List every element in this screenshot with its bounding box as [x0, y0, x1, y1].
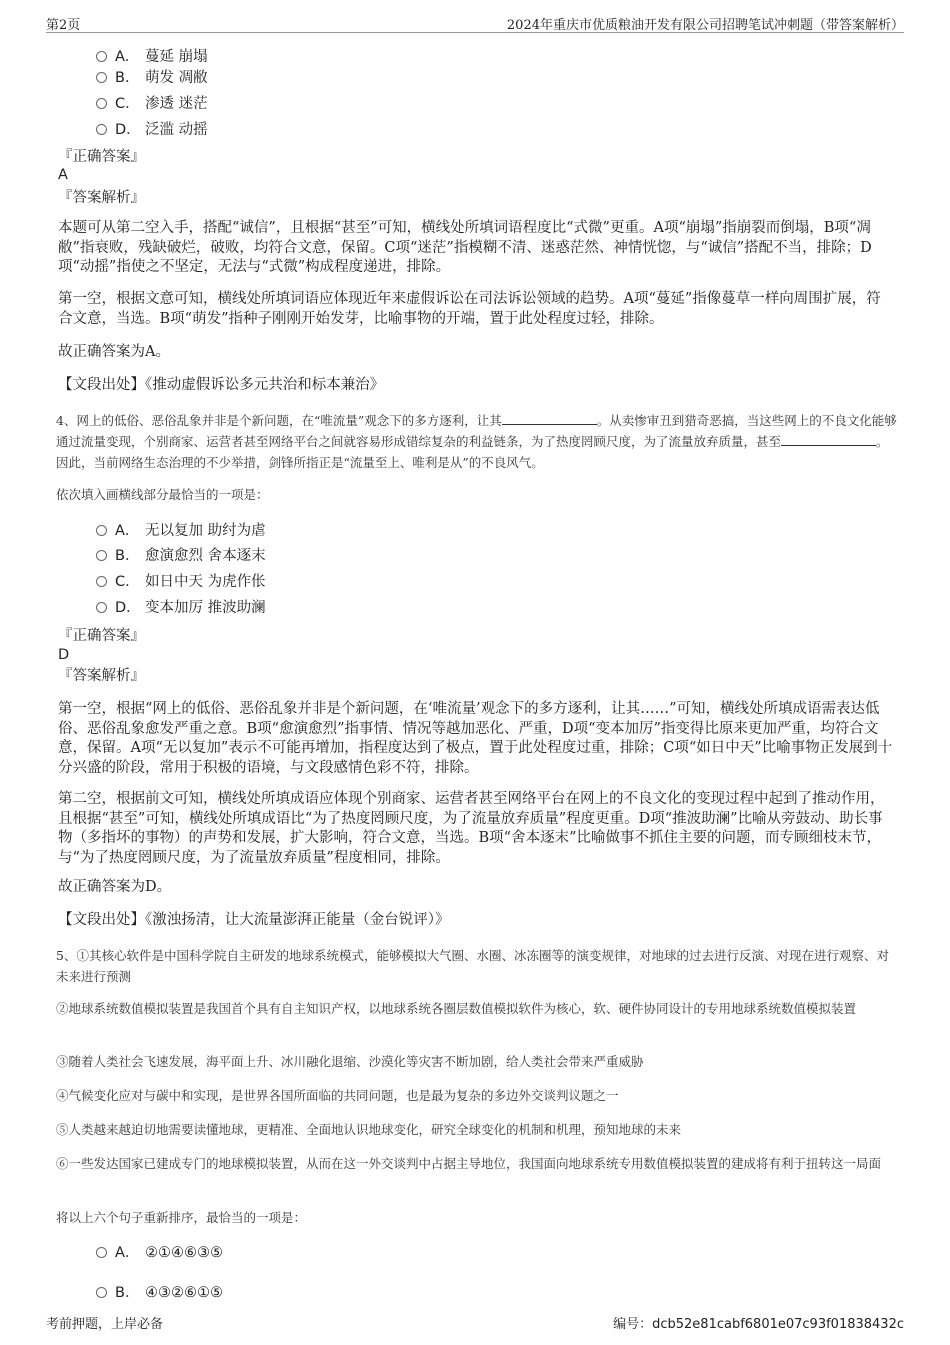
radio-icon[interactable]: [96, 1287, 107, 1298]
q4-option-b[interactable]: B． 愈演愈烈 舍本逐末: [96, 546, 266, 566]
fill-blank: [502, 412, 597, 425]
document-code: 编号：dcb52e81cabf6801e07c93f01838432c: [613, 1317, 904, 1332]
source-line: 【文段出处】《推动虚假诉讼多元共治和标本兼治》: [58, 377, 385, 393]
q3-option-c[interactable]: C． 渗透 迷茫: [96, 94, 208, 114]
answer-value: D: [58, 647, 70, 663]
radio-icon[interactable]: [96, 576, 107, 587]
question-prompt: 将以上六个句子重新排序，最恰当的一项是：: [56, 1210, 307, 1225]
analysis-paragraph: 第二空，根据前文可知，横线处所填成语应体现个别商家、运营者甚至网络平台在网上的不良文化的变现过程中起到了推动作用，且根据“甚至”可知，横线处所填成语比“为了热度罔顾尺度，为了流量放弃质量”程度更重。D项“推波助澜”比喻从旁鼓动、助长事物（多指坏的事物）的声势和发展，扩大影响，符合文意，当选。B项“舍本逐末”比喻做事不抓住主要的问题，而专顾细枝末节，与“为了热度罔顾尺度，为了流量放弃质量”程度相同，排除。: [58, 791, 885, 866]
radio-icon[interactable]: [96, 98, 107, 109]
source-line: 【文段出处】《激浊扬清，让大流量澎湃正能量（金台锐评）》: [58, 912, 450, 928]
q4-option-d[interactable]: D． 变本加厉 推波助澜: [96, 598, 266, 618]
analysis-paragraph: 第一空，根据文意可知，横线处所填词语应体现近年来虚假诉讼在司法诉讼领域的趋势。A项“蔓延”指像蔓草一样向周围扩展，符合文意，当选。B项“萌发”指种子刚刚开始发芽，比喻事物的开端，置于此处程度过轻，排除。: [58, 291, 881, 327]
radio-icon[interactable]: [96, 51, 107, 62]
q5-option-a[interactable]: A． ②①④⑥③⑤: [96, 1243, 223, 1263]
question-stem: 4、网上的低俗、恶俗乱象并非是个新问题，在“唯流量”观念下的多方逐利，让其 。从卖惨审丑到猎奇恶搞，当这些网上的不良文化能够通过流量变现，个别商家、运营者甚至网络平台之间就容易形成错综复杂的利益链条，为了热度罔顾尺度，为了流量放弃质量，甚至 。因此，当前网络生态治理的不少举措，剑锋所指正是“流量至上、唯利是从”的不良风气。: [56, 413, 897, 470]
q4-option-c[interactable]: C． 如日中天 为虎作伥: [96, 572, 266, 592]
radio-icon[interactable]: [96, 602, 107, 613]
radio-icon[interactable]: [96, 72, 107, 83]
answer-label: 『正确答案』: [58, 149, 145, 165]
radio-icon[interactable]: [96, 124, 107, 135]
fill-blank: [781, 433, 876, 446]
answer-label: 『正确答案』: [58, 628, 145, 644]
analysis-paragraph: 本题可从第二空入手，搭配“诚信”，且根据“甚至”可知，横线处所填词语程度比“式微”更重。A项“崩塌”指崩裂而倒塌，B项“凋敝”指衰败，残缺破烂，破败，均符合文意，保留。C项“迷茫”指模糊不清、迷惑茫然、神情恍惚，与“诚信”搭配不当，排除；D项“动摇”指使之不坚定，无法与“式微”构成程度递进，排除。: [58, 220, 872, 275]
sentence-4: ④气候变化应对与碳中和实现，是世界各国所面临的共同问题，也是最为复杂的多边外交谈判议题之一: [56, 1088, 619, 1103]
answer-value: A: [58, 167, 68, 183]
q4-option-a[interactable]: A． 无以复加 助纣为虐: [96, 521, 266, 541]
q3-option-a[interactable]: A． 蔓延 崩塌: [96, 47, 208, 67]
page-header: [46, 12, 904, 33]
conclusion: 故正确答案为A。: [58, 344, 170, 360]
page-number: 第2页: [46, 18, 81, 33]
q3-option-b[interactable]: B． 萌发 凋敝: [96, 68, 208, 88]
question-prompt: 依次填入画横线部分最恰当的一项是：: [56, 487, 269, 502]
analysis-label: 『答案解析』: [58, 190, 145, 206]
analysis-label: 『答案解析』: [58, 668, 145, 684]
radio-icon[interactable]: [96, 550, 107, 561]
sentence-2: ②地球系统数值模拟装置是我国首个具有自主知识产权，以地球系统各圈层数值模拟软件为核心，软、硬件协同设计的专用地球系统数值模拟装置: [56, 1001, 857, 1016]
sentence-3: ③随着人类社会飞速发展，海平面上升、冰川融化退缩、沙漠化等灾害不断加剧，给人类社会带来严重威胁: [56, 1054, 644, 1069]
sentence-5: ⑤人类越来越迫切地需要读懂地球，更精准、全面地认识地球变化，研究全球变化的机制和机理，预知地球的未来: [56, 1122, 682, 1137]
sentence-1: 5、①其核心软件是中国科学院自主研发的地球系统模式，能够模拟大气圈、水圈、冰冻圈等的演变规律，对地球的过去进行反演、对现在进行观察、对未来进行预测: [56, 948, 889, 984]
q5-option-b[interactable]: B． ④③②⑥①⑤: [96, 1283, 223, 1303]
sentence-6: ⑥一些发达国家已建成专门的地球模拟装置，从而在这一外交谈判中占据主导地位，我国面向地球系统专用数值模拟装置的建成将有利于扭转这一局面: [56, 1156, 882, 1171]
radio-icon[interactable]: [96, 1247, 107, 1258]
footer-slogan: 考前押题，上岸必备: [46, 1317, 164, 1332]
radio-icon[interactable]: [96, 525, 107, 536]
conclusion: 故正确答案为D。: [58, 879, 172, 895]
q3-option-d[interactable]: D． 泛滥 动摇: [96, 120, 208, 140]
analysis-paragraph: 第一空，根据“网上的低俗、恶俗乱象并非是个新问题，在‘唯流量’观念下的多方逐利，让其……”可知，横线处所填成语需表达低俗、恶俗乱象愈发严重之意。B项“愈演愈烈”指事情、情况等越加恶化、严重，D项“变本加厉”指变得比原来更加严重，均符合文意，保留。A项“无以复加”表示不可能再增加，指程度达到了极点，置于此处程度过重，排除；C项“如日中天”比喻事物正发展到十分兴盛的阶段，常用于积极的语境，与文段感情色彩不符，排除。: [58, 701, 893, 776]
document-title: 2024年重庆市优质粮油开发有限公司招聘笔试冲刺题（带答案解析）: [506, 18, 904, 33]
